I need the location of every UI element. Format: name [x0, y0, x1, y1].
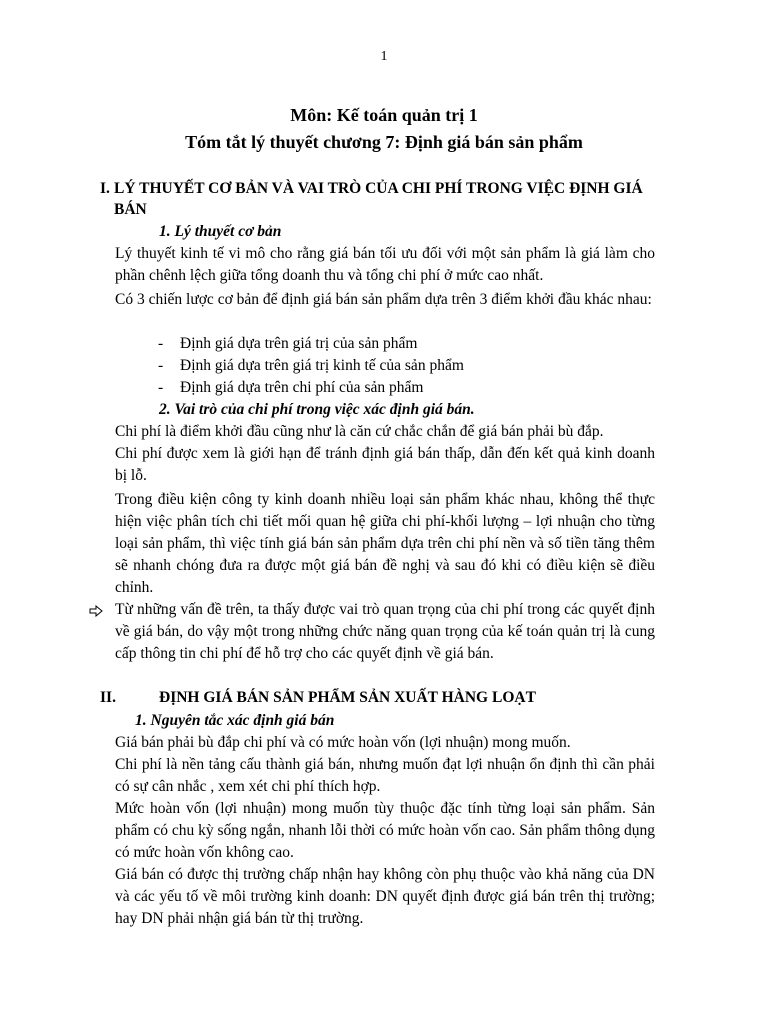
list-item-text: Định giá dựa trên giá trị kinh tế của sản phẩm — [180, 357, 464, 374]
paragraph: Giá bán có được thị trường chấp nhận hay không còn phụ thuộc vào khả năng của DN và các yếu tố về môi trường kinh doanh: DN quyết định được giá bán trên thị trường; hay DN phải nhận giá bán từ thị trường. — [115, 866, 655, 927]
subsection-1-1-heading: 1. Lý thuyết cơ bản — [159, 223, 282, 240]
paragraph: Từ những vấn đề trên, ta thấy được vai trò quan trọng của chi phí trong các quyết định về giá bán, do vậy một trong những chức năng quan trọng của kế toán quản trị là cung cấp thông tin chi phí để hỗ trợ cho các quyết định về giá bán. — [115, 601, 655, 662]
subsection-2-1-heading: 1. Nguyên tắc xác định giá bán — [135, 712, 335, 729]
section-1-heading — [100, 178, 660, 220]
paragraph: Chi phí là điểm khởi đầu cũng như là căn cứ chắc chắn để giá bán phải bù đắp. — [115, 423, 604, 440]
paragraph: Chi phí được xem là giới hạn để tránh định giá bán thấp, dẫn đến kết quả kinh doanh bị lỗ. — [115, 445, 655, 484]
paragraph: Trong điều kiện công ty kinh doanh nhiều loại sản phẩm khác nhau, không thể thực hiện việc phân tích chi tiết mối quan hệ giữa chi phí-khối lượng – lợi nhuận cho từng loại sản phẩm, thì việc tính giá bán sản phẩm dựa trên chi phí nền và số tiền tăng thêm sẽ nhanh chóng đưa ra được một giá bán đề nghị và sau đó khi có điều kiện sẽ điều chỉnh. — [115, 491, 655, 596]
paragraph: Giá bán phải bù đắp chi phí và có mức hoàn vốn (lợi nhuận) mong muốn. — [115, 734, 571, 751]
paragraph: Chi phí là nền tảng cấu thành giá bán, nhưng muốn đạt lợi nhuận ổn định thì cần phải có sự cân nhắc , xem xét chi phí thích hợp. — [115, 756, 655, 795]
chapter-title: Tóm tắt lý thuyết chương 7: Định giá bán sản phẩm — [185, 132, 583, 152]
section-1-heading-text: LÝ THUYẾT CƠ BẢN VÀ VAI TRÒ CỦA CHI PHÍ TRONG VIỆC ĐỊNH GIÁ BÁN — [114, 180, 643, 218]
hollow-right-arrow-icon — [89, 602, 103, 624]
section-1-number: I. — [100, 180, 110, 197]
subsection-1-2-heading: 2. Vai trò của chi phí trong việc xác định giá bán. — [159, 401, 475, 418]
section-2-number: II. — [100, 689, 116, 706]
list-item-text: Định giá dựa trên giá trị của sản phẩm — [180, 335, 418, 352]
course-title: Môn: Kế toán quản trị 1 — [290, 105, 478, 125]
list-item-text: Định giá dựa trên chi phí của sản phẩm — [180, 379, 424, 396]
paragraph: Lý thuyết kinh tế vi mô cho rằng giá bán tối ưu đối với một sản phẩm là giá làm cho phần chênh lệch giữa tổng doanh thu và tổng chi phí ở mức cao nhất. — [115, 245, 655, 284]
paragraph: Mức hoàn vốn (lợi nhuận) mong muốn tùy thuộc đặc tính từng loại sản phẩm. Sản phẩm có chu kỳ sống ngắn, nhanh lỗi thời có mức hoàn vốn cao. Sản phẩm thông dụng có mức hoàn vốn không cao. — [115, 800, 655, 861]
document-page: 1 Môn: Kế toán quản trị 1 Tóm tắt lý thuyết chương 7: Định giá bán sản phẩm I. LÝ THUYẾT CƠ BẢN VÀ VAI TRÒ CỦA CHI PHÍ TRONG VIỆC ĐỊNH GIÁ BÁN 1. Lý thuyết cơ bản Lý thuyết kinh tế vi mô cho rằng giá bán tối ưu đối với một sản phẩm là giá làm cho phần chênh lệch giữa tổng doanh thu và tổng chi phí ở mức cao nhất. Có 3 chiến lược cơ bản để định giá bán sản phẩm dựa trên 3 điểm khởi đầu khác nhau: - Định giá dựa trên giá trị của sản phẩm - Định giá dựa trên giá trị kinh tế của sản phẩm - Định giá dựa trên chi phí của sản phẩm 2. Vai trò của chi phí trong việc xác định giá bán. Chi phí là điểm khởi đầu cũng như là căn cứ chắc chắn để giá bán phải bù đắp. Chi phí được xem là giới hạn để tránh định giá bán thấp, dẫn đến kết quả kinh doanh bị lỗ. Trong điều kiện công ty kinh doanh nhiều loại sản phẩm khác nhau, không thể thực hiện việc phân tích chi tiết mối quan hệ giữa chi phí-khối lượng – lợi nhuận cho từng loại sản phẩm, thì việc tính giá bán sản phẩm dựa trên chi phí nền và số tiền tăng thêm sẽ nhanh chóng đưa ra được một giá bán đề nghị và sau đó khi có điều kiện sẽ điều chỉnh. Từ những vấn đề trên, ta thấy được vai trò quan trọng của chi phí trong các quyết định về giá bán, do vậy một trong những chức năng quan trọng của kế toán quản trị là cung cấp thông tin chi phí để hỗ trợ cho các quyết định về giá bán. II. ĐỊNH GIÁ BÁN SẢN PHẨM SẢN XUẤT HÀNG LOẠT 1. Nguyên tắc xác định giá bán Giá bán phải bù đắp chi phí và có mức hoàn vốn (lợi nhuận) mong muốn. Chi phí là nền tảng cấu thành giá bán, nhưng muốn đạt lợi nhuận ổn định thì cần phải có sự cân nhắc , xem xét chi phí thích hợp. Mức hoàn vốn (lợi nhuận) mong muốn tùy thuộc đặc tính từng loại sản phẩm. Sản phẩm có chu kỳ sống ngắn, nhanh lỗi thời có mức hoàn vốn cao. Sản phẩm thông dụng có mức hoàn vốn không cao. Giá bán có được thị trường chấp nhận hay không còn phụ thuộc vào khả năng của DN và các yếu tố về môi trường kinh doanh: DN quyết định được giá bán trên thị trường; hay DN phải nhận giá bán từ thị trường. — [0, 0, 768, 1024]
page-number: 1 — [380, 49, 388, 64]
paragraph: Có 3 chiến lược cơ bản để định giá bán sản phẩm dựa trên 3 điểm khởi đầu khác nhau: — [115, 291, 652, 308]
section-2-heading: ĐỊNH GIÁ BÁN SẢN PHẨM SẢN XUẤT HÀNG LOẠT — [159, 689, 536, 706]
